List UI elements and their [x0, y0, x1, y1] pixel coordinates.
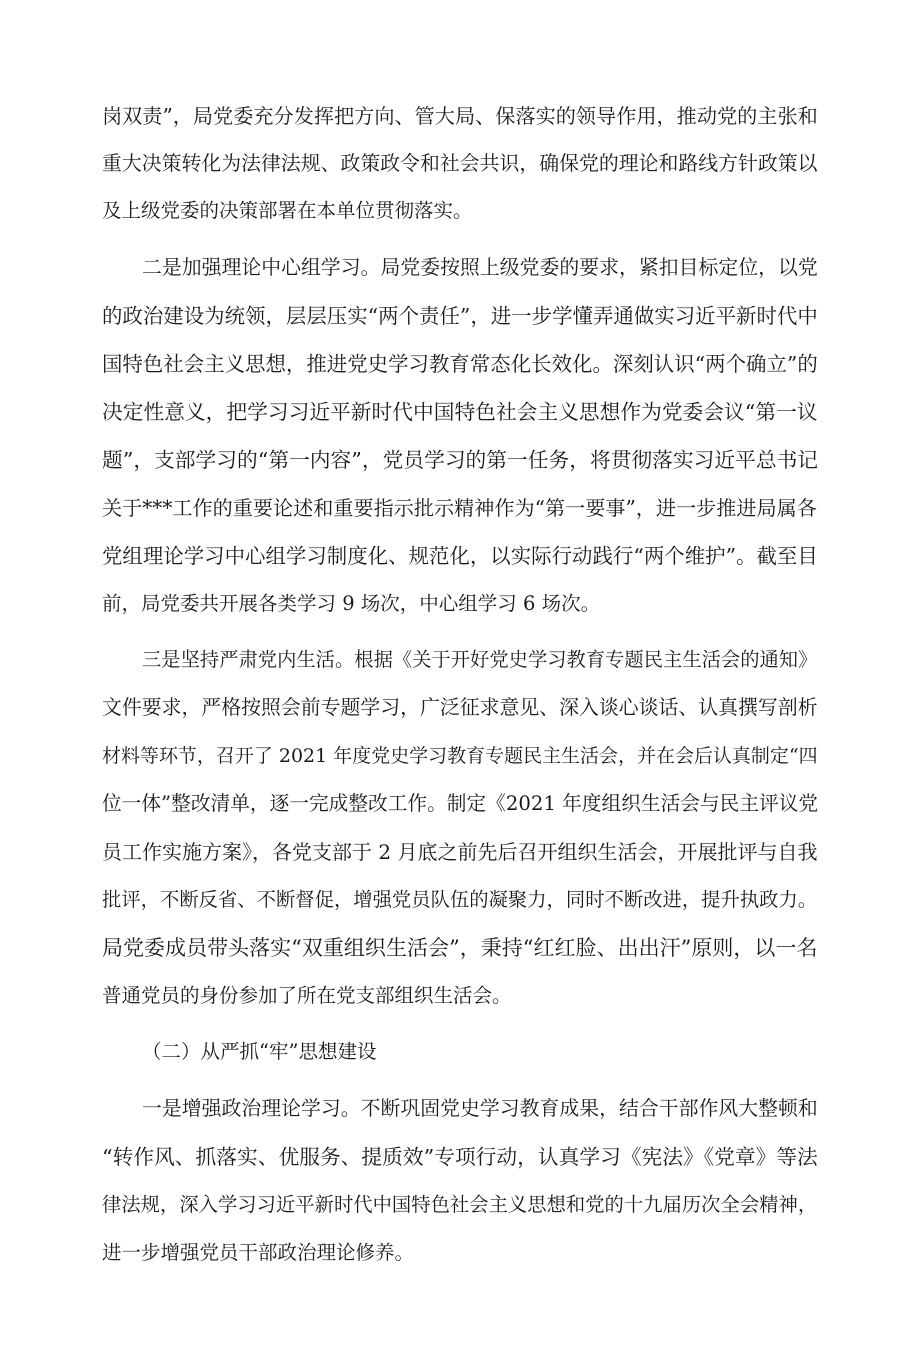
paragraph-line: 国特色社会主义思想，推进党史学习教育常态化长效化。深刻认识“两个确立”的: [102, 352, 818, 376]
paragraph-line: 文件要求，严格按照会前专题学习，广泛征求意见、深入谈心谈话、认真撰写剖析: [102, 696, 818, 719]
paragraph-line: 决定性意义，把学习习近平新时代中国特色社会主义思想作为党委会议“第一议: [102, 400, 818, 424]
paragraph-line: 进一步增强党员干部政治理论修养。: [102, 1241, 415, 1264]
paragraph-line: 批评，不断反省、不断督促，增强党员队伍的凝聚力，同时不断改进，提升执政力。: [102, 888, 818, 911]
paragraph-line: 律法规，深入学习习近平新时代中国特色社会主义思想和党的十九届历次全会精神，: [102, 1193, 818, 1216]
paragraph-line: 员工作实施方案》，各党支部于 2 月底之前先后召开组织生活会，开展批评与自我: [102, 840, 818, 864]
section-heading: （二）从严抓“牢”思想建设: [142, 1040, 377, 1063]
paragraph-line: 题”，支部学习的“第一内容”，党员学习的第一任务，将贯彻落实习近平总书记: [102, 448, 819, 472]
paragraph-line: 一是增强政治理论学习。不断巩固党史学习教育成果，结合干部作风大整顿和: [142, 1097, 818, 1120]
paragraph-line: 关于***工作的重要论述和重要指示批示精神作为“第一要事”，进一步推进局属各: [102, 496, 817, 520]
paragraph-line: “转作风、抓落实、优服务、提质效”专项行动，认真学习《宪法》《党章》等法: [102, 1145, 818, 1169]
paragraph-line: 前，局党委共开展各类学习 9 场次，中心组学习 6 场次。: [102, 592, 601, 615]
paragraph-line: 材料等环节，召开了 2021 年度党史学习教育专题民主生活会，并在会后认真制定“四: [102, 745, 818, 767]
paragraph-line: 普通党员的身份参加了所在党支部组织生活会。: [102, 984, 512, 1007]
paragraph-line: 重大决策转化为法律法规、政策政令和社会共识，确保党的理论和路线方针政策以: [102, 152, 818, 175]
paragraph-line: 及上级党委的决策部署在本单位贯彻落实。: [102, 199, 473, 222]
paragraph-line: 党组理论学习中心组学习制度化、规范化，以实际行动践行“两个维护”。截至目: [102, 544, 818, 568]
paragraph-line: 局党委成员带头落实“双重组织生活会”，秉持“红红脸、出出汗”原则，以一名: [102, 935, 818, 960]
paragraph-line: 位一体”整改清单，逐一完成整改工作。制定《2021 年度组织生活会与民主评议党: [102, 792, 819, 815]
paragraph-line: 二是加强理论中心组学习。局党委按照上级党委的要求，紧扣目标定位，以党: [142, 256, 818, 279]
paragraph-line: 三是坚持严肃党内生活。根据《关于开好党史学习教育专题民主生活会的通知》: [142, 648, 818, 671]
paragraph-line: 岗双责”，局党委充分发挥把方向、管大局、保落实的领导作用，推动党的主张和: [102, 104, 818, 128]
paragraph-line: 的政治建设为统领，层层压实“两个责任”，进一步学懂弄通做实习近平新时代中: [102, 304, 818, 328]
